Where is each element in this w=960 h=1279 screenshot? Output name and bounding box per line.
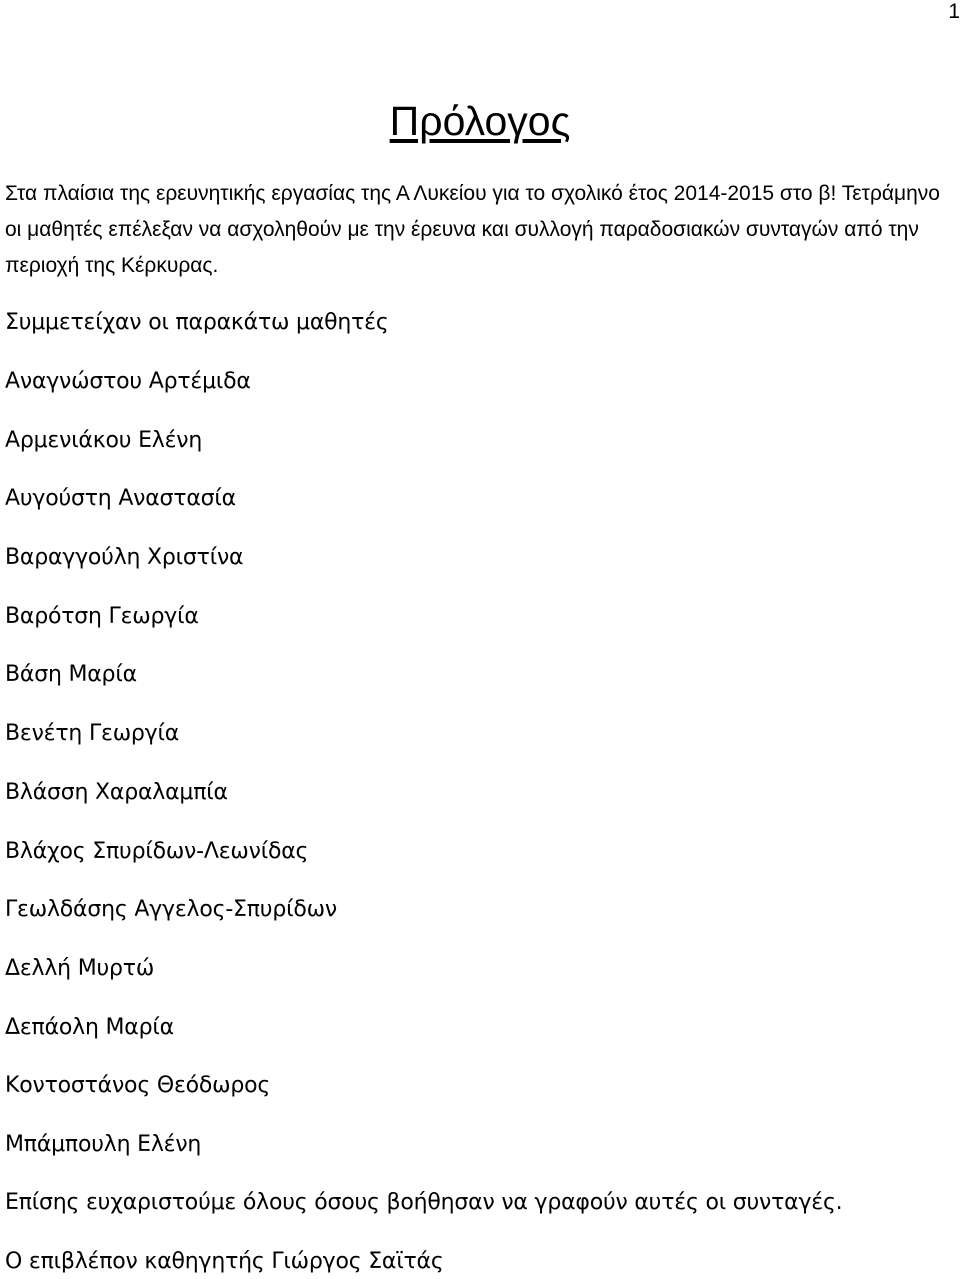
student-name: Βαραγγούλη Χριστίνα bbox=[5, 545, 244, 571]
student-name: Βάση Μαρία bbox=[5, 662, 137, 688]
thanks-note: Επίσης ευχαριστούμε όλους όσους βοήθησαν να γραφούν αυτές οι συνταγές. bbox=[5, 1190, 843, 1215]
student-name: Αναγνώστου Αρτέμιδα bbox=[5, 369, 251, 394]
intro-paragraph: Στα πλαίσια της ερευνητικής εργασίας της Α Λυκείου για το σχολικό έτος 2014-2015 στο β! Τετράμηνο οι μαθητές επέλεξαν να ασχοληθούν με την έρευνα και συλλογή παραδοσιακών συνταγών από την περιοχή της Κέρκυρας. bbox=[5, 182, 940, 277]
supervisor-line: Ο επιβλέπον καθηγητής Γιώργος Σαϊτάς bbox=[5, 1249, 444, 1274]
page-number: 1 bbox=[948, 0, 960, 23]
student-name: Γεωλδάσης Αγγελος-Σπυρίδων bbox=[5, 897, 337, 923]
student-name: Βενέτη Γεωργία bbox=[5, 721, 180, 747]
student-name: Αυγούστη Αναστασία bbox=[5, 486, 236, 512]
student-name: Κοντοστάνος Θεόδωρος bbox=[5, 1073, 271, 1099]
participants-lead: Συμμετείχαν οι παρακάτω μαθητές bbox=[5, 310, 389, 335]
student-list bbox=[5, 367, 337, 1189]
student-name: Βαρότση Γεωργία bbox=[5, 603, 199, 629]
student-name: Βλάσση Χαραλαμπία bbox=[5, 779, 228, 805]
page-title: Πρόλογος bbox=[389, 98, 571, 144]
student-name: Δελλή Μυρτώ bbox=[5, 955, 155, 981]
student-name: Μπάμπουλη Ελένη bbox=[5, 1131, 202, 1157]
student-name: Βλάχος Σπυρίδων-Λεωνίδας bbox=[5, 838, 309, 864]
student-name: Αρμενιάκου Ελένη bbox=[5, 427, 203, 453]
student-name: Δεπάολη Μαρία bbox=[5, 1014, 174, 1040]
